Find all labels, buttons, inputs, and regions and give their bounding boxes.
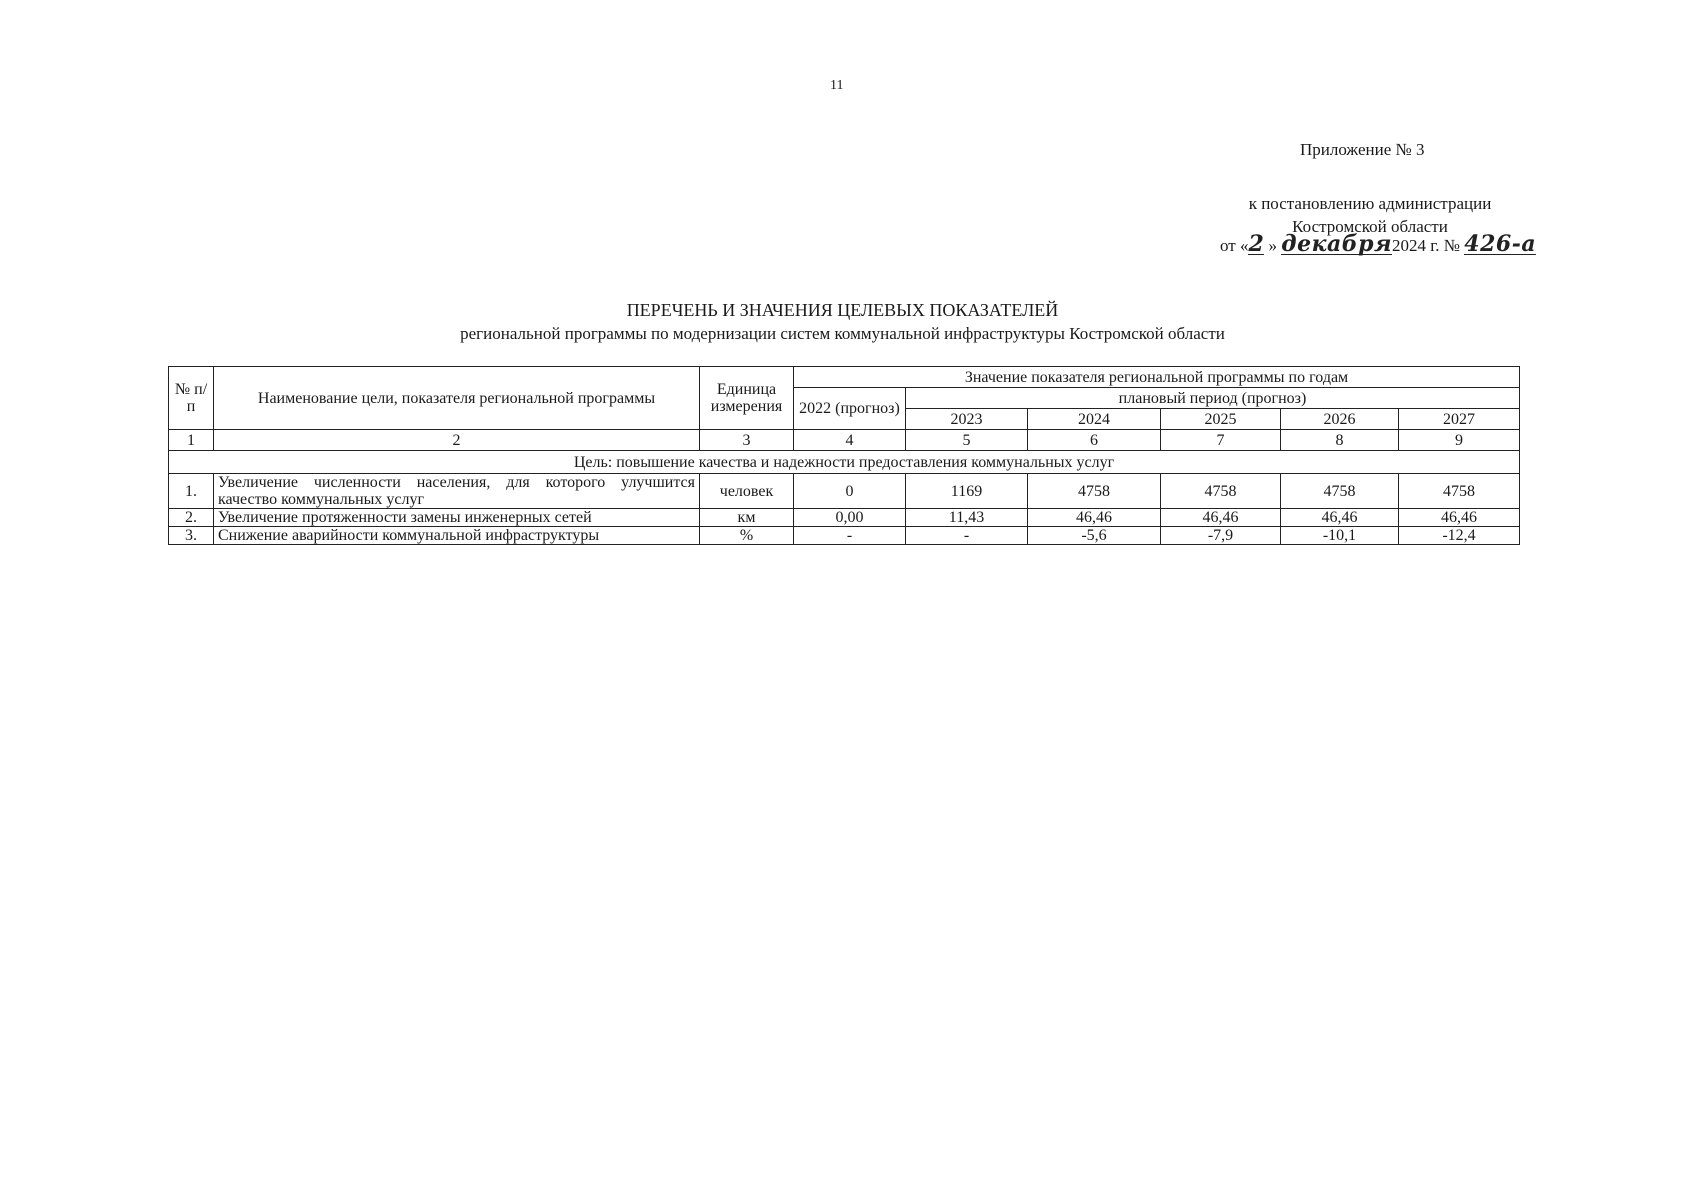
row-unit: человек: [700, 474, 794, 509]
row-value: 1169: [906, 474, 1028, 509]
row-value: 0,00: [794, 509, 906, 527]
document-title: ПЕРЕЧЕНЬ И ЗНАЧЕНИЯ ЦЕЛЕВЫХ ПОКАЗАТЕЛЕЙ: [626, 300, 1059, 320]
column-number: 9: [1399, 430, 1520, 451]
header-forecast-year: 2022 (прогноз): [794, 388, 906, 430]
header-name: Наименование цели, показателя региональной программы: [214, 367, 700, 430]
row-value: 4758: [1161, 474, 1281, 509]
row-value: -: [794, 527, 906, 545]
header-year: 2024: [1028, 409, 1161, 430]
row-num: 1.: [169, 474, 214, 509]
header-year: 2027: [1399, 409, 1520, 430]
row-value: -12,4: [1399, 527, 1520, 545]
row-value: 4758: [1028, 474, 1161, 509]
resolution-line-1: к постановлению администрации: [1248, 194, 1492, 213]
row-value: -5,6: [1028, 527, 1161, 545]
column-number: 7: [1161, 430, 1281, 451]
handwritten-month: декабря: [1281, 231, 1392, 257]
row-value: 4758: [1399, 474, 1520, 509]
row-value: 46,46: [1028, 509, 1161, 527]
column-number: 4: [794, 430, 906, 451]
row-value: 46,46: [1281, 509, 1399, 527]
appendix-label: Приложение № 3: [1300, 140, 1425, 159]
column-number: 1: [169, 430, 214, 451]
row-name: Увеличение численности населения, для которого улучшится качество коммунальных услуг: [214, 474, 700, 509]
row-unit: %: [700, 527, 794, 545]
header-planned-period: плановый период (прогноз): [906, 388, 1520, 409]
row-num: 3.: [169, 527, 214, 545]
date-prefix: от «: [1220, 236, 1249, 255]
resolution-date-line: [1220, 231, 1537, 257]
header-values-group: Значение показателя региональной программы по годам: [794, 367, 1520, 388]
column-number: 3: [700, 430, 794, 451]
header-year: 2026: [1281, 409, 1399, 430]
row-value: 46,46: [1399, 509, 1520, 527]
column-number: 6: [1028, 430, 1161, 451]
row-value: 4758: [1281, 474, 1399, 509]
row-value: -10,1: [1281, 527, 1399, 545]
row-name: Увеличение протяженности замены инженерных сетей: [214, 509, 700, 527]
column-numbers-row: [169, 430, 1520, 451]
row-name: Снижение аварийности коммунальной инфраструктуры: [214, 527, 700, 545]
header-year: 2025: [1161, 409, 1281, 430]
handwritten-day: 2: [1248, 231, 1265, 257]
document-subtitle: региональной программы по модернизации систем коммунальной инфраструктуры Костромской области: [460, 324, 1225, 343]
column-number: 8: [1281, 430, 1399, 451]
indicators-table: [168, 366, 1520, 545]
header-year: 2023: [906, 409, 1028, 430]
row-value: 11,43: [906, 509, 1028, 527]
row-num: 2.: [169, 509, 214, 527]
handwritten-number: 426-а: [1464, 231, 1537, 257]
resolution-line-2: Костромской области: [1292, 217, 1448, 236]
year-text: 2024 г. №: [1392, 236, 1461, 255]
date-mid: »: [1264, 236, 1278, 255]
row-value: -: [906, 527, 1028, 545]
row-unit: км: [700, 509, 794, 527]
column-number: 2: [214, 430, 700, 451]
page-number: 11: [830, 78, 844, 93]
row-value: -7,9: [1161, 527, 1281, 545]
header-num: № п/п: [169, 367, 214, 430]
table-row: [169, 474, 1520, 509]
row-value: 46,46: [1161, 509, 1281, 527]
table-row: [169, 527, 1520, 545]
goal-row: Цель: повышение качества и надежности предоставления коммунальных услуг: [169, 451, 1520, 474]
table-row: [169, 509, 1520, 527]
row-value: 0: [794, 474, 906, 509]
header-unit: Единица измерения: [700, 367, 794, 430]
column-number: 5: [906, 430, 1028, 451]
